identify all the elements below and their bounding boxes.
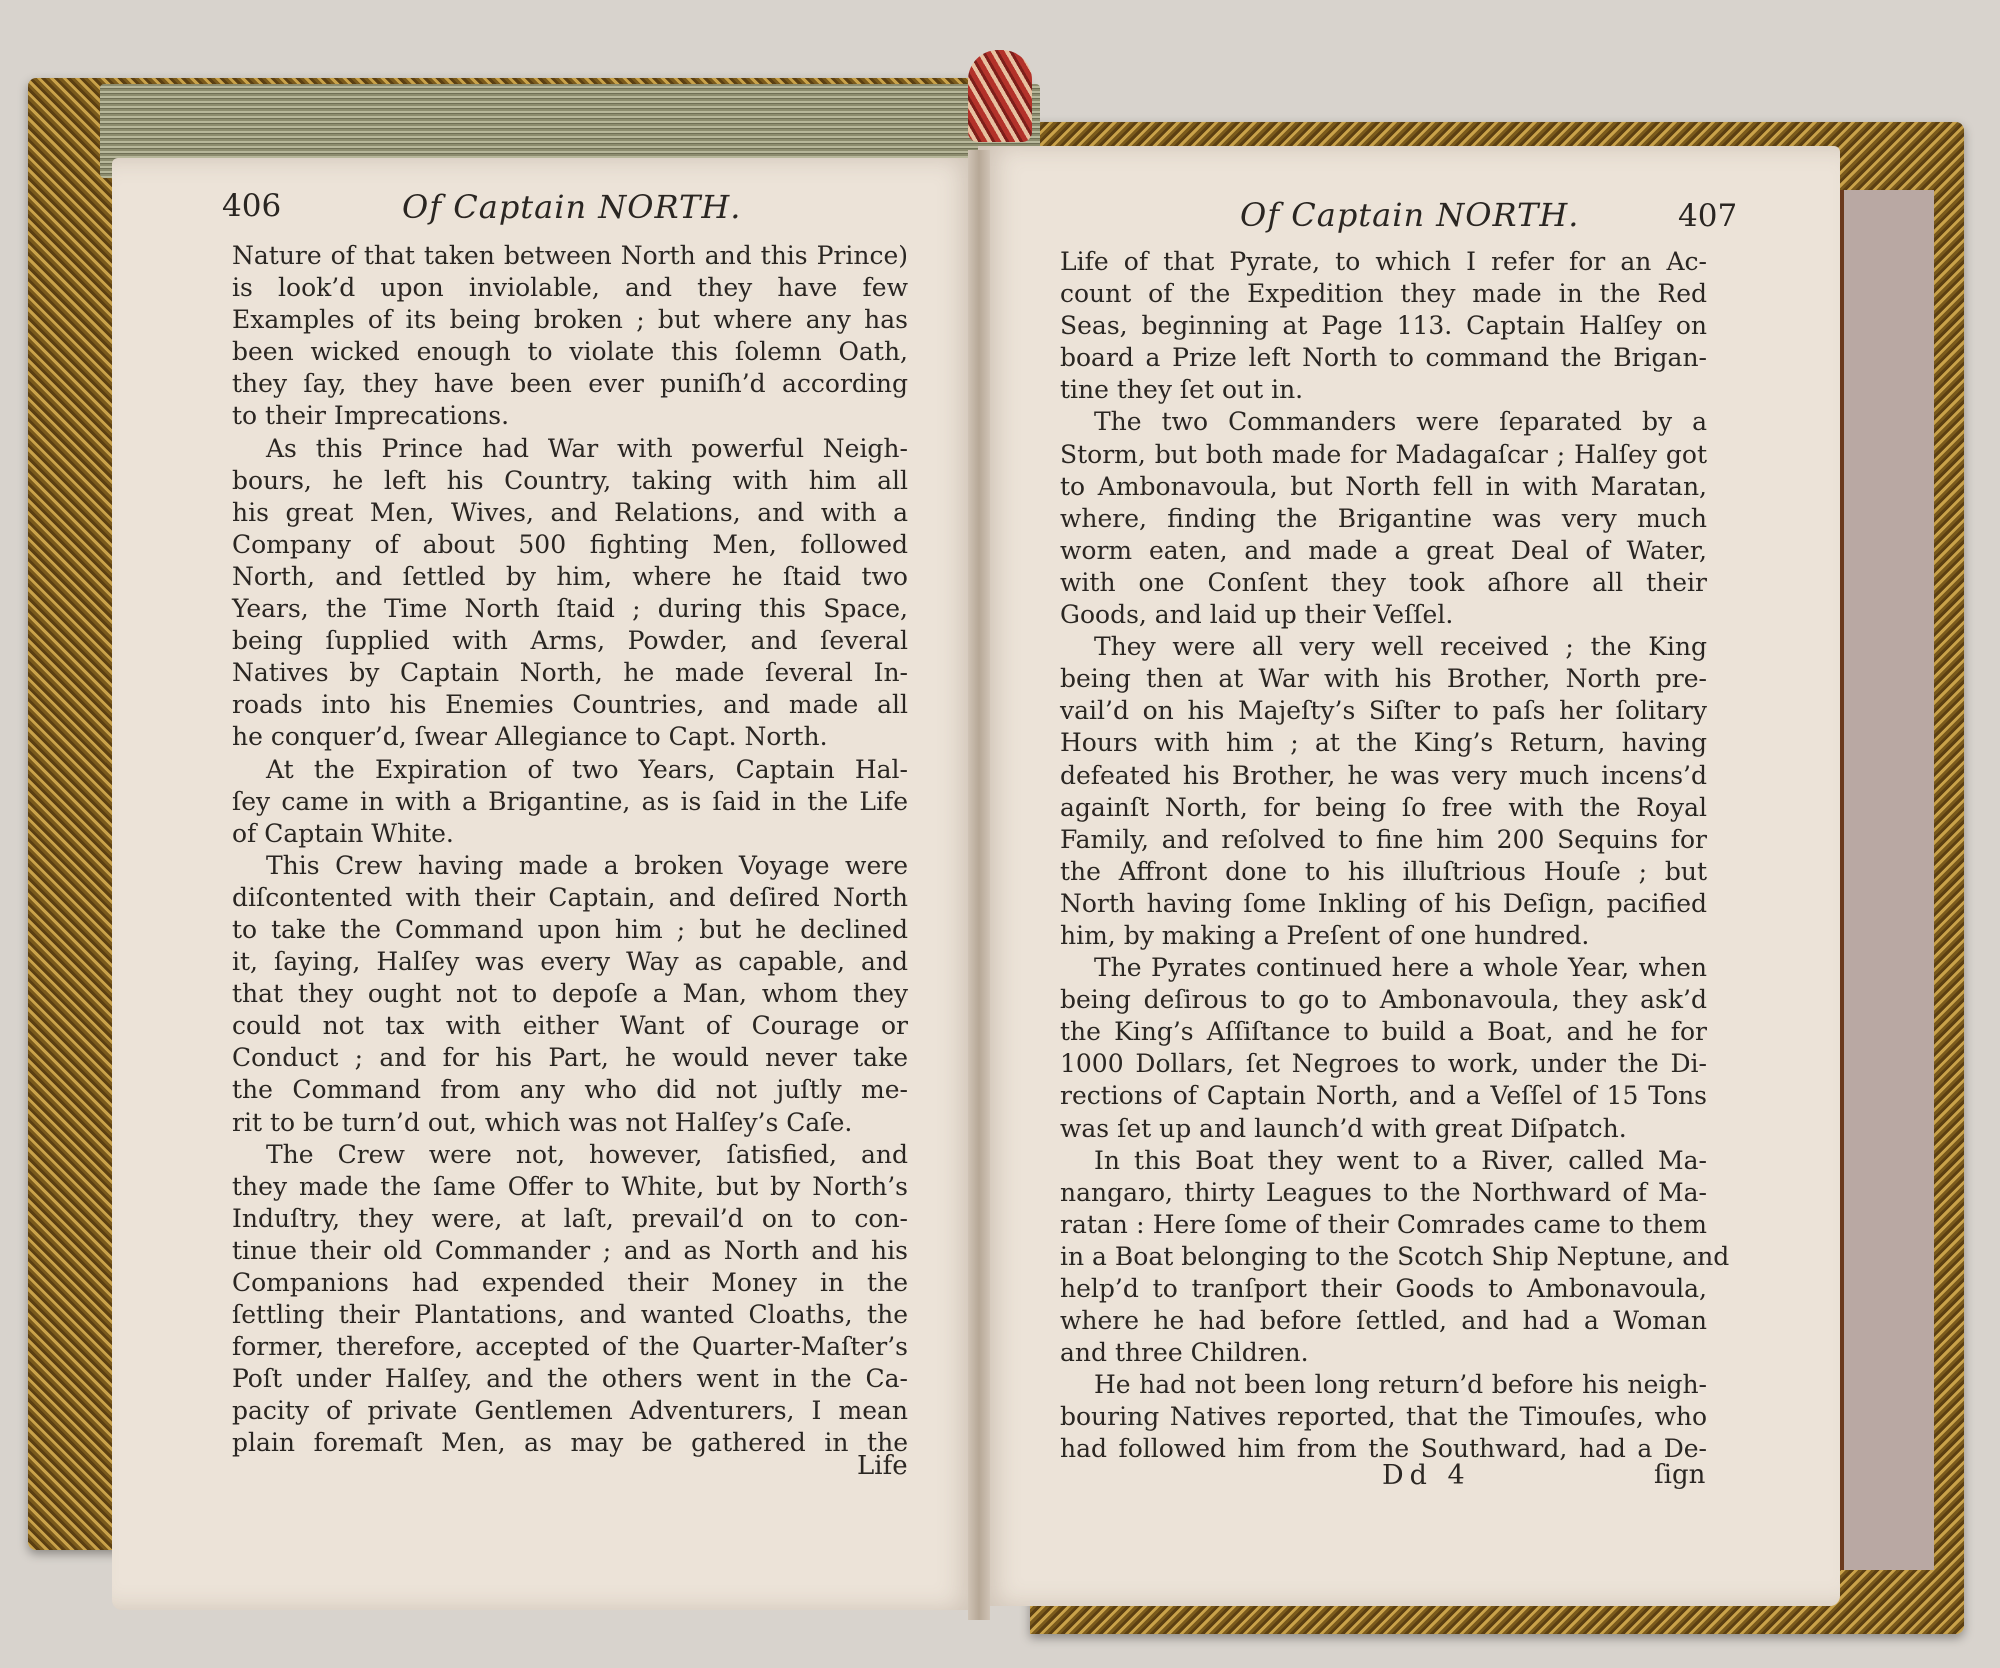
text-line: they made the ſame Offer to White, but by North’s: [232, 1171, 908, 1201]
text-line: diſcontented with their Captain, and deſired North: [232, 882, 908, 912]
text-line: is look’d upon inviolable, and they have few: [232, 273, 908, 303]
text-line: He had not been long return’d before his neigh-: [1094, 1370, 1707, 1400]
text-line: board a Prize left North to command the Brigan-: [1060, 343, 1707, 373]
text-line: to Ambonavoula, but North fell in with Maratan,: [1060, 471, 1707, 501]
right-running-title: Of Captain NORTH.: [1240, 196, 1580, 234]
text-line: the King’s Aſſiſtance to build a Boat, and he for: [1060, 1017, 1707, 1047]
text-line: worm eaten, and made a great Deal of Water,: [1060, 535, 1707, 565]
text-line: ratan : Here ſome of their Comrades came to them: [1060, 1209, 1707, 1239]
right-page-number: 407: [1678, 198, 1738, 234]
text-line: bouring Natives reported, that the Timouſes, who: [1060, 1402, 1707, 1432]
right-page: [978, 146, 1840, 1606]
text-line: was ſet up and launch’d with great Diſpatch.: [1060, 1113, 1627, 1143]
left-page: [112, 158, 980, 1610]
text-line: help’d to tranſport their Goods to Ambonavoula,: [1060, 1274, 1707, 1303]
text-line: it, ſaying, Halſey was every Way as capable, and: [232, 947, 908, 977]
right-catchword: ſign: [1654, 1460, 1706, 1490]
text-line: The Crew were not, however, ſatisfied, and: [266, 1139, 908, 1169]
left-running-title: Of Captain NORTH.: [402, 188, 742, 226]
text-line: 1000 Dollars, ſet Negroes to work, under the Di-: [1060, 1049, 1707, 1079]
text-line: former, therefore, accepted of the Quarter-Maſter’s: [232, 1332, 908, 1362]
text-line: As this Prince had War with powerful Neigh-: [266, 433, 908, 463]
text-line: Natives by Captain North, he made ſeveral In-: [232, 658, 908, 688]
text-line: could not tax with either Want of Courage or: [232, 1011, 908, 1041]
text-line: At the Expiration of two Years, Captain Hal-: [266, 754, 908, 784]
text-line: The Pyrates continued here a whole Year, when: [1094, 953, 1707, 983]
text-line: Companions had expended their Money in the: [232, 1268, 908, 1297]
cover-inner-lining: [1840, 190, 1934, 1570]
text-line: being deſirous to go to Ambonavoula, they ask’d: [1060, 985, 1707, 1015]
text-line: to their Imprecations.: [232, 401, 510, 431]
text-line: Hours with him ; at the King’s Return, having: [1060, 728, 1707, 758]
text-line: being ſupplied with Arms, Powder, and ſeveral: [232, 626, 908, 656]
left-page-number: 406: [222, 188, 282, 224]
text-line: his great Men, Wives, and Relations, and with a: [232, 497, 908, 527]
text-line: rections of Captain North, and a Veſſel of 15 Tons: [1060, 1081, 1707, 1111]
right-page-text: [1060, 246, 1730, 1466]
text-line: tine they ſet out in.: [1060, 375, 1304, 405]
text-line: ſey came in with a Brigantine, as is ſaid in the Life: [232, 786, 908, 816]
text-line: Company of about 500 fighting Men, followed: [232, 529, 908, 559]
text-line: where, finding the Brigantine was very much: [1060, 503, 1707, 533]
text-line: bours, he left his Country, taking with him all: [232, 465, 908, 495]
text-line: the Command from any who did not juſtly me-: [232, 1075, 908, 1105]
text-line: defeated his Brother, he was very much incens’d: [1060, 760, 1707, 790]
text-line: Life of that Pyrate, to which I refer for an Ac-: [1060, 247, 1707, 276]
text-line: Seas, beginning at Page 113. Captain Halſey on: [1060, 311, 1707, 341]
text-line: plain foremaſt Men, as may be gathered in the: [232, 1428, 908, 1458]
text-line: where he had before ſettled, and had a Woman: [1060, 1306, 1707, 1336]
text-line: Storm, but both made for Madagaſcar ; Halſey got: [1060, 439, 1707, 469]
text-line: in a Boat belonging to the Scotch Ship Neptune, and: [1060, 1241, 1730, 1271]
text-line: that they ought not to depoſe a Man, whom they: [232, 979, 908, 1009]
text-line: Years, the Time North ſtaid ; during this Space,: [232, 594, 908, 624]
text-line: pacity of private Gentlemen Adventurers, I mean: [232, 1396, 908, 1426]
text-line: had followed him from the Southward, had a De-: [1060, 1434, 1707, 1464]
text-line: Conduct ; and for his Part, he would never take: [232, 1043, 908, 1073]
text-line: In this Boat they went to a River, called Ma-: [1094, 1145, 1707, 1175]
text-line: of Captain White.: [232, 818, 454, 848]
text-line: been wicked enough to violate this ſolemn Oath,: [232, 337, 908, 367]
ribbon-bookmark: [968, 50, 1032, 142]
text-line: they ſay, they have been ever puniſh’d according: [232, 369, 908, 399]
text-line: vail’d on his Majeſty’s Siſter to paſs her ſolitary: [1060, 696, 1707, 726]
text-line: he conquer’d, ſwear Allegiance to Capt. North.: [232, 722, 828, 752]
text-line: North, and ſettled by him, where he ſtaid two: [232, 561, 908, 591]
text-line: The two Commanders were ſeparated by a: [1094, 407, 1707, 437]
text-line: and three Children.: [1060, 1338, 1309, 1368]
text-line: ſettling their Plantations, and wanted Cloaths, the: [232, 1300, 908, 1330]
text-line: him, by making a Preſent of one hundred.: [1060, 920, 1590, 950]
text-line: This Crew having made a broken Voyage were: [266, 850, 908, 880]
left-catchword: Life: [857, 1451, 908, 1481]
text-line: rit to be turn’d out, which was not Halſey’s Caſe.: [232, 1107, 853, 1137]
text-line: Nature of that taken between North and this Prince): [232, 241, 908, 270]
text-line: Goods, and laid up their Veſſel.: [1060, 600, 1454, 630]
left-page-text: [232, 240, 908, 1460]
text-line: count of the Expedition they made in the Red: [1060, 279, 1707, 309]
text-line: Induſtry, they were, at laſt, prevail’d on to con-: [232, 1203, 908, 1233]
text-line: nangaro, thirty Leagues to the Northward of Ma-: [1060, 1177, 1707, 1207]
book-gutter: [968, 150, 990, 1620]
text-line: with one Conſent they took aſhore all their: [1060, 567, 1707, 597]
text-line: againſt North, for being ſo free with the Royal: [1060, 792, 1707, 822]
text-line: North having ſome Inkling of his Deſign, pacified: [1060, 888, 1707, 918]
text-line: to take the Command upon him ; but he declined: [232, 914, 908, 944]
text-line: roads into his Enemies Countries, and made all: [232, 690, 908, 720]
text-line: tinue their old Commander ; and as North and his: [232, 1235, 908, 1265]
text-line: the Affront done to his illuſtrious Houſe ; but: [1060, 856, 1707, 886]
signature-mark: Dd 4: [1382, 1460, 1471, 1491]
text-line: Poſt under Halſey, and the others went in the Ca-: [232, 1364, 908, 1394]
text-line: Examples of its being broken ; but where any has: [232, 305, 908, 335]
text-line: Family, and reſolved to fine him 200 Sequins for: [1060, 824, 1707, 854]
text-line: being then at War with his Brother, North pre-: [1060, 664, 1707, 694]
text-line: They were all very well received ; the King: [1094, 632, 1707, 662]
